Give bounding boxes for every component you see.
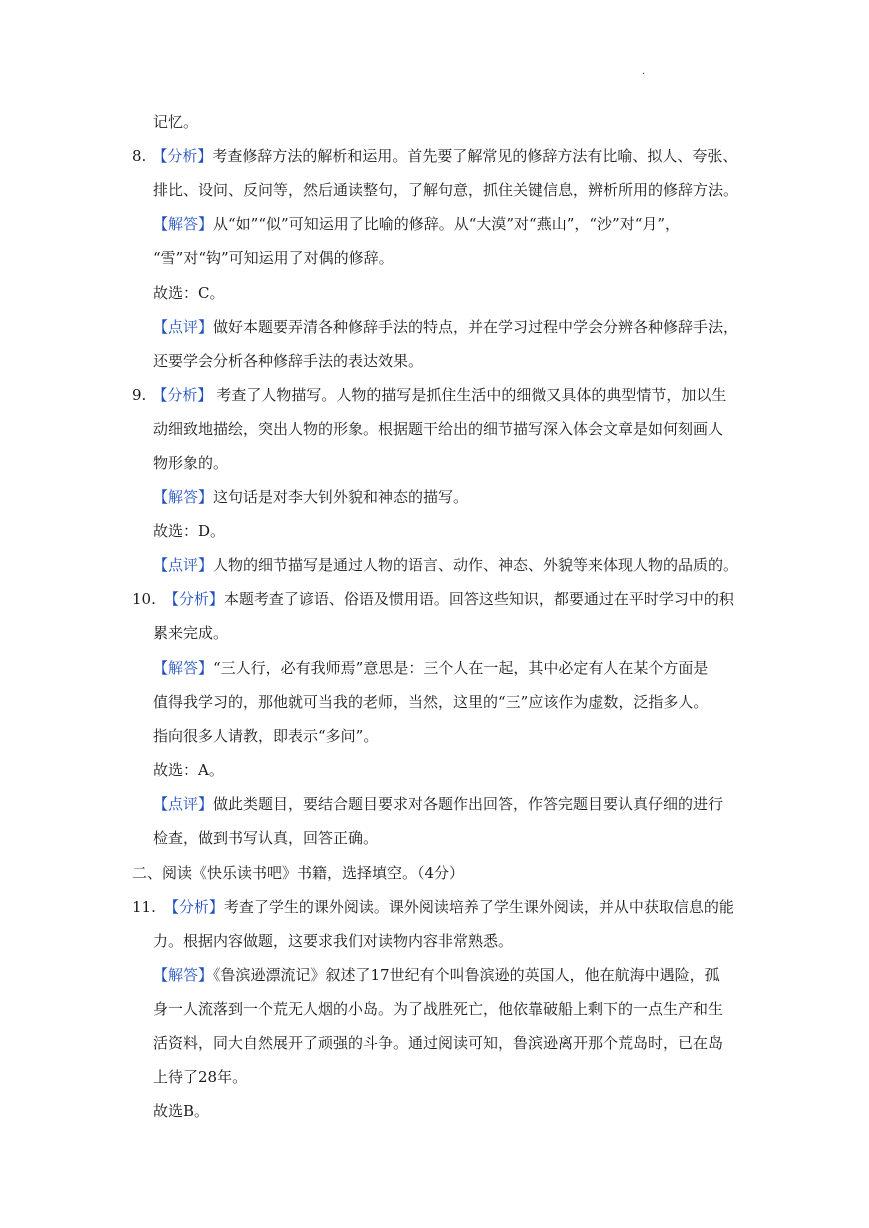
text-line — [153, 1101, 209, 1121]
line-text: 还要学会分析各种修辞手法的表达效果。 — [153, 352, 424, 370]
line-text: 故选：A。 — [153, 761, 224, 779]
question-item — [132, 897, 734, 917]
answer-label: 【解答】 — [153, 215, 214, 233]
line-text: 物形象的。 — [153, 454, 229, 472]
line-text: 做好本题要弄清各种修辞手法的特点，并在学习过程中学会分辨各种修辞手法， — [213, 318, 739, 336]
line-text: 考查了学生的课外阅读。课外阅读培养了学生课外阅读，并从中获取信息的能 — [223, 898, 734, 916]
question-number: 8. — [132, 147, 147, 165]
line-text: 人物的细节描写是通过人物的语言、动作、神态、外貌等来体现人物的品质的。 — [213, 556, 739, 574]
line-text: 值得我学习的，那他就可当我的老师，当然，这里的“三”应该作为虚数，泛指多人。 — [153, 693, 709, 711]
text-line — [153, 1033, 723, 1053]
line-text: “三人行，必有我师焉”意思是：三个人在一起，其中必定有人在某个方面是 — [213, 659, 709, 677]
line-text: 排比、设问、反问等，然后通读整句，了解句意，抓住关键信息，辨析所用的修辞方法。 — [153, 181, 739, 199]
line-text: 这句话是对李大钊外貌和神态的描写。 — [213, 488, 469, 506]
text-line — [153, 521, 225, 541]
question-number: 9. — [132, 386, 147, 404]
text-line — [153, 283, 224, 303]
comment-label: 【点评】 — [153, 795, 214, 813]
text-line — [153, 1067, 247, 1087]
text-line — [153, 248, 394, 268]
text-line — [153, 999, 723, 1019]
line-text: 动细致地描绘，突出人物的形象。根据题干给出的细节描写深入体会文章是如何刻画人 — [153, 420, 724, 438]
section-heading — [132, 863, 464, 883]
question-item — [132, 589, 734, 609]
analysis-label: 【分析】 — [163, 898, 224, 916]
line-text: 《鲁滨逊漂流记》叙述了17世纪有个叫鲁滨逊的英国人，他在航海中遇险，孤 — [213, 966, 720, 984]
text-line — [153, 692, 708, 712]
analysis-label: 【分析】 — [152, 147, 213, 165]
header-dot: . — [642, 66, 646, 77]
text-line — [153, 828, 378, 848]
question-item — [132, 146, 737, 166]
line-text: 检查，做到书写认真，回答正确。 — [153, 829, 379, 847]
line-text: 故选B。 — [153, 1102, 210, 1120]
line-text: 身一人流落到一个荒无人烟的小岛。为了战胜死亡，他依靠破船上剩下的一点生产和生 — [153, 1000, 724, 1018]
comment-label: 【点评】 — [153, 318, 214, 336]
line-text: “雪”对“钩”可知运用了对偶的修辞。 — [153, 249, 394, 267]
line-text: 故选：D。 — [153, 522, 226, 540]
line-text: 故选：C。 — [153, 284, 225, 302]
text-line — [153, 760, 224, 780]
line-text: 做此类题目，要结合题目要求对各题作出回答，作答完题目要认真仔细的进行 — [213, 795, 724, 813]
question-number: 11. — [132, 898, 156, 916]
line-text: 考查修辞方法的解析和运用。首先要了解常见的修辞方法有比喻、拟人、夸张、 — [212, 147, 738, 165]
text-line — [153, 623, 228, 643]
line-text: 记忆。 — [153, 113, 199, 131]
text-line — [153, 112, 198, 132]
answer-label: 【解答】 — [153, 966, 214, 984]
comment-line — [153, 555, 738, 575]
text-line — [153, 931, 513, 951]
comment-label: 【点评】 — [153, 556, 214, 574]
answer-line — [153, 658, 708, 678]
text-line — [153, 453, 228, 473]
text-line — [153, 180, 738, 200]
comment-line — [153, 794, 723, 814]
answer-label: 【解答】 — [153, 659, 214, 677]
answer-line — [153, 487, 468, 507]
comment-line — [153, 317, 738, 337]
question-number: 10. — [132, 590, 156, 608]
line-text: 力。根据内容做题，这要求我们对读物内容非常熟悉。 — [153, 932, 514, 950]
answer-line — [153, 214, 680, 234]
line-text: 二、阅读《快乐读书吧》书籍，选择填空。（4分） — [132, 864, 465, 882]
question-item — [132, 385, 726, 405]
text-line — [153, 726, 378, 746]
line-text: 指向很多人请教，即表示“多问”。 — [153, 727, 379, 745]
line-text: 累来完成。 — [153, 624, 229, 642]
analysis-label: 【分析】 — [163, 590, 224, 608]
line-text: 上待了28年。 — [153, 1068, 248, 1086]
text-line — [153, 351, 423, 371]
answer-line — [153, 965, 720, 985]
line-text: 活资料，同大自然展开了顽强的斗争。通过阅读可知，鲁滨逊离开那个荒岛时，已在岛 — [153, 1034, 724, 1052]
line-text: 考查了人物描写。人物的描写是抓住生活中的细微又具体的典型情节，加以生 — [216, 386, 727, 404]
analysis-label: 【分析】 — [152, 386, 213, 404]
line-text: 从“如”“似”可知运用了比喻的修辞。从“大漠”对“燕山”，“沙”对“月”， — [213, 215, 681, 233]
answer-label: 【解答】 — [153, 488, 214, 506]
line-text: 本题考查了谚语、俗语及惯用语。回答这些知识，都要通过在平时学习中的积 — [223, 590, 734, 608]
text-line — [153, 419, 723, 439]
